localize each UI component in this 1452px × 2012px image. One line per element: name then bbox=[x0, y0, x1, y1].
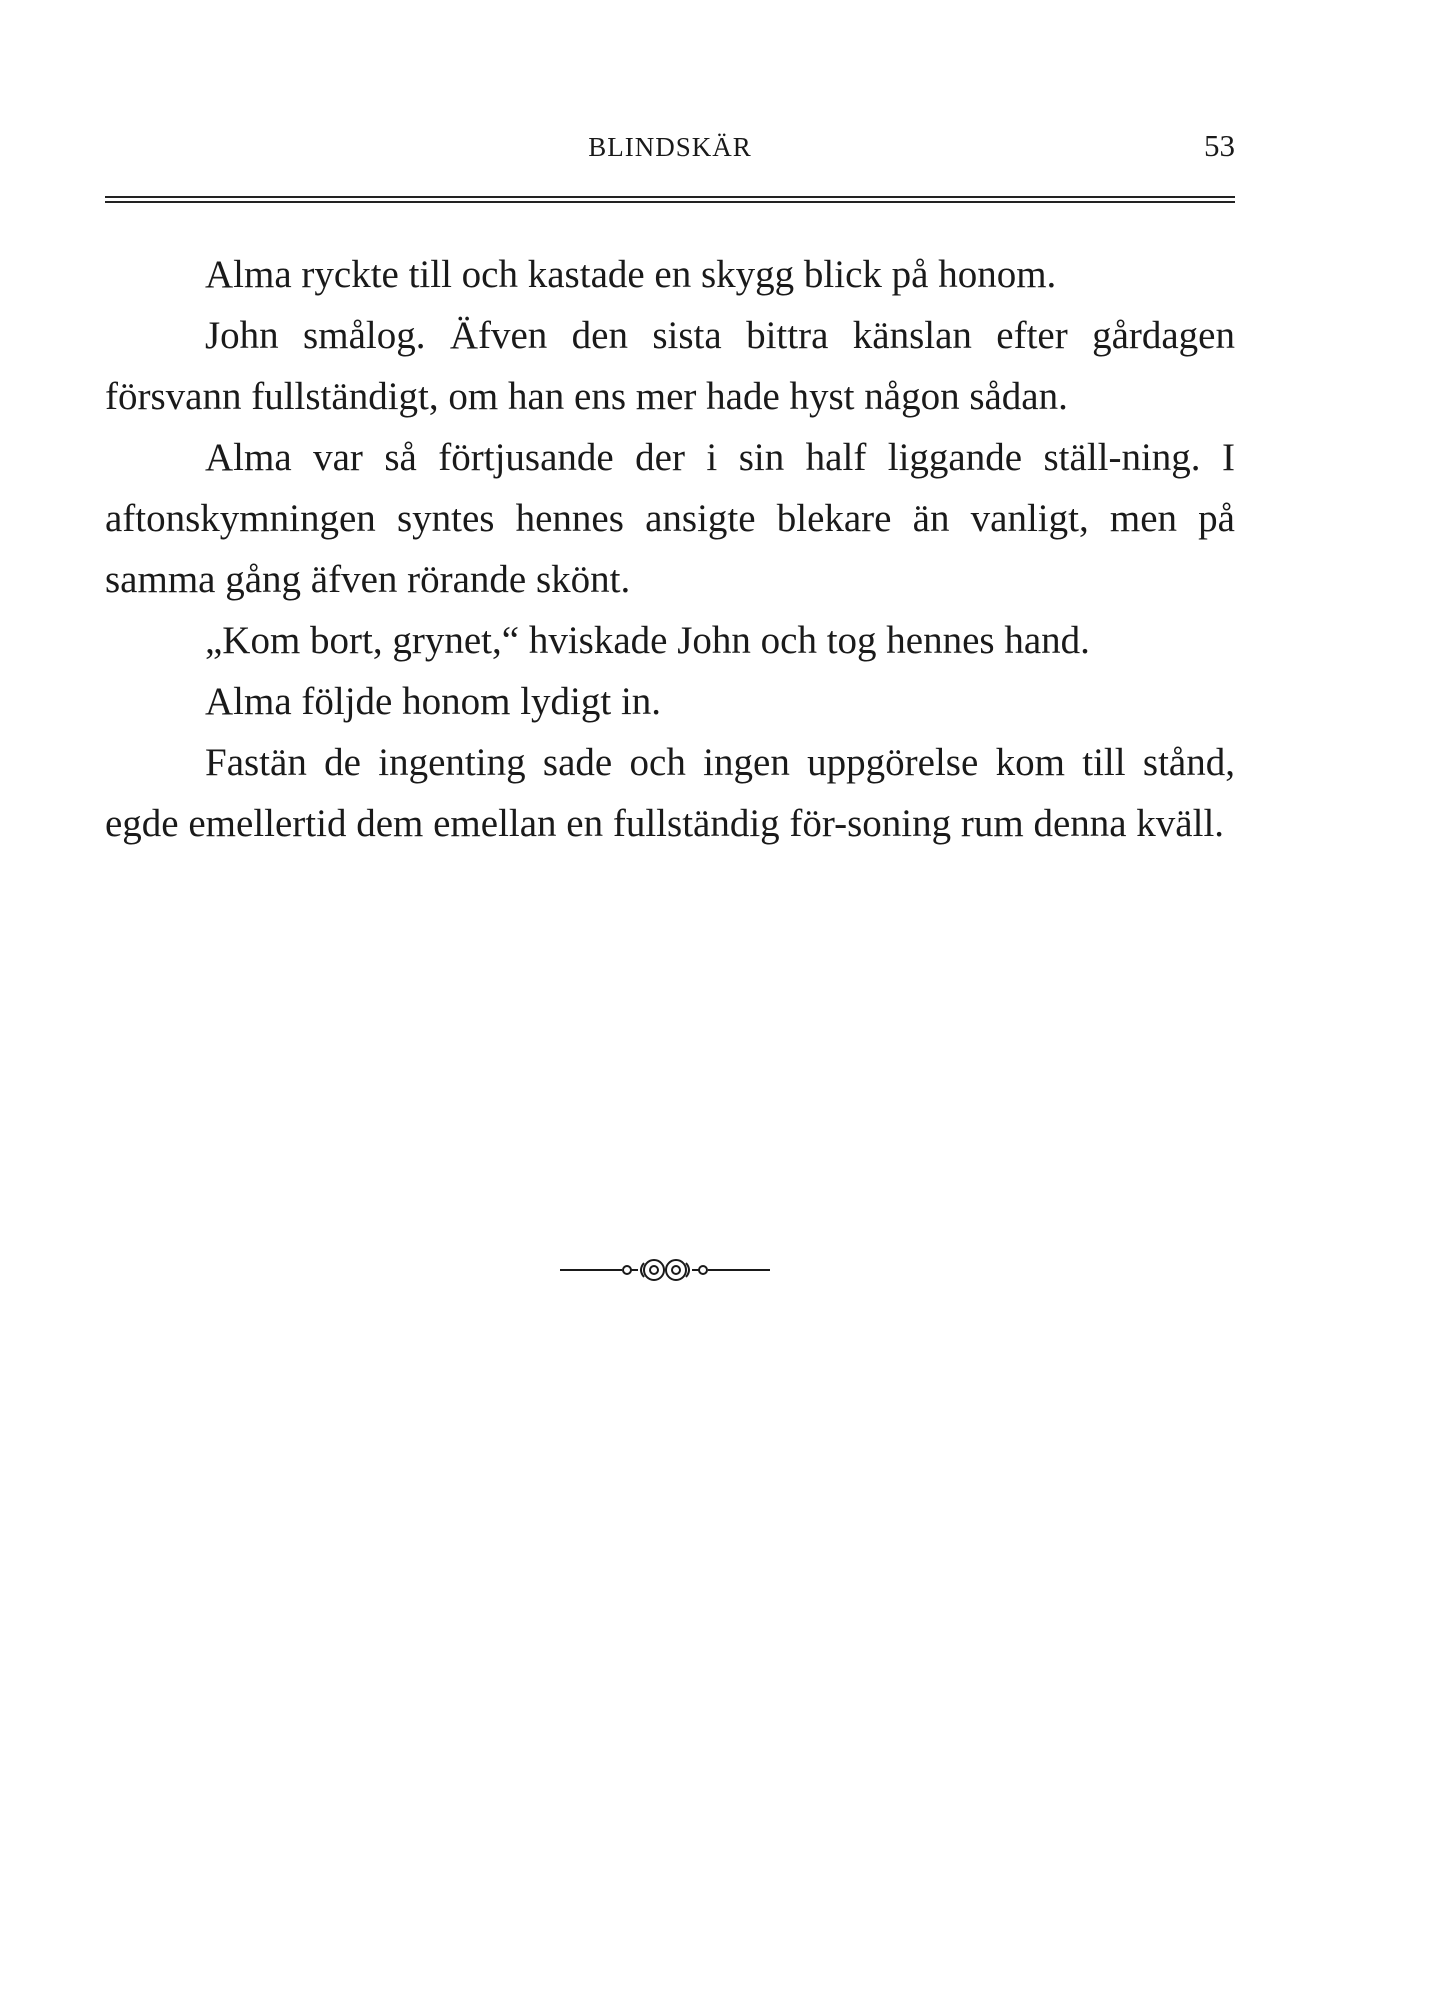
body-text bbox=[105, 244, 1235, 854]
paragraph-5: Alma följde honom lydigt in. bbox=[205, 680, 662, 723]
paragraph-1: Alma ryckte till och kastade en skygg blick på honom. bbox=[205, 253, 1057, 296]
paragraph-3: Alma var så förtjusande der i sin half liggande ställ-ning. I aftonskymningen syntes hennes ansigte blekare än vanligt, men på samma gång äfven rörande skönt. bbox=[105, 436, 1235, 601]
running-head bbox=[105, 128, 1235, 172]
paragraph-2: John smålog. Äfven den sista bittra känslan efter gårdagen försvann fullständigt, om han ens mer hade hyst någon sådan. bbox=[105, 314, 1235, 418]
running-title: BLINDSKÄR bbox=[588, 132, 752, 162]
paragraph-4: „Kom bort, grynet,“ hviskade John och tog hennes hand. bbox=[205, 619, 1090, 662]
paragraph-6: Fastän de ingenting sade och ingen uppgörelse kom till stånd, egde emellertid dem emellan en fullständig för-soning rum denna kväll. bbox=[105, 741, 1235, 845]
page-number: 53 bbox=[1204, 128, 1235, 163]
end-of-chapter-ornament-icon bbox=[560, 1255, 770, 1285]
header-double-rule bbox=[105, 196, 1235, 203]
